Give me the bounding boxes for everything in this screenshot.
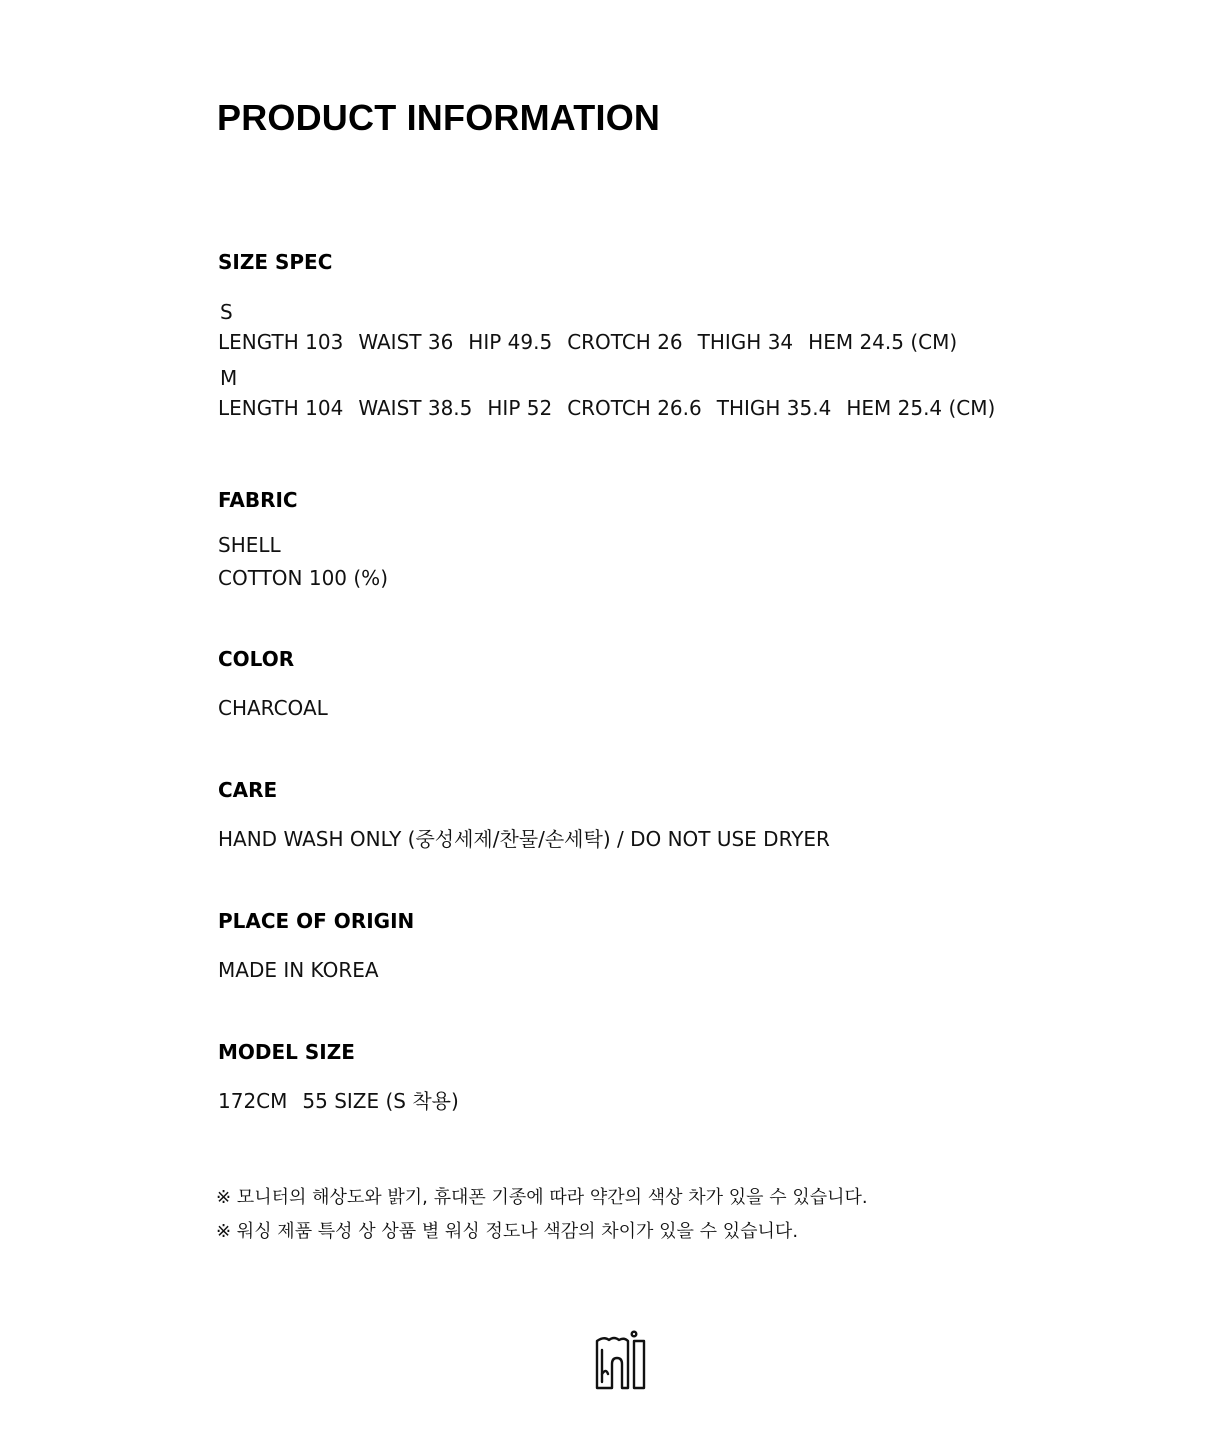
note-washing: ※ 워싱 제품 특성 상 상품 별 워싱 정도나 색감의 차이가 있을 수 있습니다. [216, 1221, 799, 1242]
size-m-hem: HEM 25.4 (CM) [846, 396, 996, 420]
model-size-heading: MODEL SIZE [218, 1040, 355, 1064]
notes [216, 1186, 868, 1244]
model-size-section [218, 1039, 459, 1114]
brand-logo-svg [594, 1330, 648, 1392]
model-height: 172CM [218, 1089, 288, 1113]
size-spec-section [218, 249, 995, 421]
size-s-thigh: THIGH 34 [697, 330, 794, 354]
size-s-hip: HIP 49.5 [468, 330, 553, 354]
size-m-hip: HIP 52 [487, 396, 553, 420]
color-value: CHARCOAL [218, 696, 328, 720]
model-size-value [218, 1088, 459, 1114]
origin-section [218, 908, 414, 983]
fabric-heading: FABRIC [218, 488, 298, 512]
size-s-measurements [218, 329, 995, 355]
size-m-waist: WAIST 38.5 [358, 396, 473, 420]
page-title: PRODUCT INFORMATION [217, 97, 661, 138]
size-m-length: LENGTH 104 [218, 396, 344, 420]
fabric-composition: COTTON 100 (%) [218, 566, 388, 590]
size-s-length: LENGTH 103 [218, 330, 344, 354]
color-heading: COLOR [218, 647, 295, 671]
model-size: 55 SIZE (S 착용) [302, 1089, 459, 1113]
size-m-measurements [218, 395, 995, 421]
origin-heading: PLACE OF ORIGIN [218, 909, 415, 933]
brand-logo-icon [594, 1330, 648, 1392]
fabric-section [218, 487, 388, 591]
size-s-block [218, 299, 995, 355]
origin-value: MADE IN KOREA [218, 958, 379, 982]
size-s-label: S [220, 300, 233, 324]
size-s-hem: HEM 24.5 (CM) [808, 330, 958, 354]
size-s-waist: WAIST 36 [358, 330, 454, 354]
care-value: HAND WASH ONLY (중성세제/찬물/손세탁) / DO NOT USE DRYER [218, 827, 830, 851]
size-m-crotch: CROTCH 26.6 [567, 396, 702, 420]
fabric-part: SHELL [218, 533, 281, 557]
size-m-label: M [220, 366, 238, 390]
size-spec-heading: SIZE SPEC [218, 250, 333, 274]
note-monitor: ※ 모니터의 해상도와 밝기, 휴대폰 기종에 따라 약간의 색상 차가 있을 수 있습니다. [216, 1187, 868, 1208]
care-heading: CARE [218, 778, 278, 802]
size-m-thigh: THIGH 35.4 [716, 396, 832, 420]
color-section [218, 646, 328, 721]
care-section [218, 777, 830, 852]
size-m-block [218, 365, 995, 421]
size-s-crotch: CROTCH 26 [567, 330, 683, 354]
